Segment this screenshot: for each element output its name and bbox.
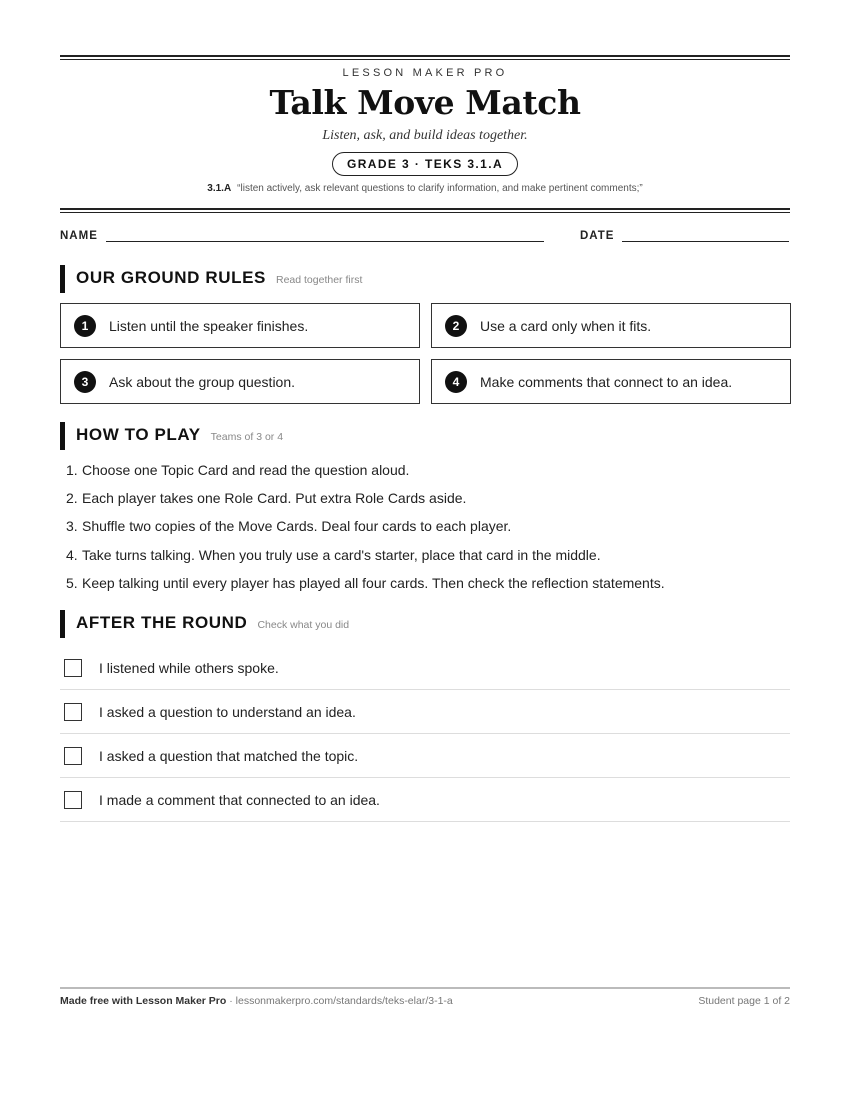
list-item: 4. Take turns talking. When you truly use a card's starter, place that card in the middle. [66,546,601,563]
footer-separator: · [226,995,236,1007]
checklist-item[interactable] [60,778,790,822]
name-label: NAME [60,230,98,242]
checklist-item[interactable] [60,646,790,690]
rule-text: Listen until the speaker finishes. [109,317,309,334]
section-title: AFTER THE ROUND [76,613,248,632]
ground-rule-card [431,303,791,348]
name-line[interactable] [106,230,544,242]
rule-text: Use a card only when it fits. [480,317,652,334]
how-to-play-heading [76,425,283,445]
header-top-rule [60,55,790,60]
brand-name: LESSON MAKER PRO [342,67,508,79]
checklist-text: I listened while others spoke. [99,659,279,676]
section-title: OUR GROUND RULES [76,268,266,287]
rule-number-badge: 3 [74,371,96,393]
name-field[interactable] [60,230,544,242]
section-marker [60,422,65,450]
section-marker [60,610,65,638]
checklist-item[interactable] [60,734,790,778]
standard-description [0,183,850,194]
checklist-text: I made a comment that connected to an idea. [99,791,380,808]
date-field[interactable] [580,230,789,242]
section-marker [60,265,65,293]
checkbox[interactable] [64,747,82,765]
page-subtitle: Listen, ask, and build ideas together. [322,128,528,143]
header-bottom-rule [60,208,790,213]
checkbox[interactable] [64,659,82,677]
checkbox[interactable] [64,791,82,809]
checkbox[interactable] [64,703,82,721]
rule-number-badge: 4 [445,371,467,393]
date-label: DATE [580,230,615,242]
page-title: Talk Move Match [269,83,581,122]
ground-rules-heading [76,268,362,288]
page-number: Student page 1 of 2 [698,995,790,1007]
checklist-text: I asked a question that matched the topic. [99,747,359,764]
footer-credit [60,995,453,1007]
standard-text: “listen actively, ask relevant questions to clarify information, and make pertinent comments;” [237,183,643,194]
date-line[interactable] [622,230,789,242]
checklist-item[interactable] [60,690,790,734]
section-note: Check what you did [257,619,350,631]
reflection-checklist [60,646,790,822]
footer-url[interactable]: lessonmakerpro.com/standards/teks-elar/3-1-a [235,995,453,1007]
section-note: Read together first [276,274,363,286]
footer-rule [60,987,790,989]
standard-code: 3.1.A [207,183,232,194]
ground-rule-card [431,359,791,404]
rule-text: Make comments that connect to an idea. [480,373,733,390]
rule-text: Ask about the group question. [109,373,296,390]
footer-made-with: Made free with Lesson Maker Pro [60,995,227,1007]
after-round-heading [76,613,349,633]
list-item: 3. Shuffle two copies of the Move Cards. Deal four cards to each player. [66,518,512,535]
rule-number-badge: 2 [445,315,467,337]
ground-rule-card [60,359,420,404]
grade-badge: GRADE 3 · TEKS 3.1.A [332,152,518,176]
rule-number-badge: 1 [74,315,96,337]
checklist-text: I asked a question to understand an idea. [99,703,356,720]
section-title: HOW TO PLAY [76,425,201,444]
list-item: 1. Choose one Topic Card and read the question aloud. [66,462,410,478]
list-item: 2. Each player takes one Role Card. Put extra Role Cards aside. [66,490,467,507]
ground-rule-card [60,303,420,348]
list-item: 5. Keep talking until every player has played all four cards. Then check the reflection statements. [66,574,665,591]
instructions-list [66,456,796,597]
section-note: Teams of 3 or 4 [210,431,284,443]
